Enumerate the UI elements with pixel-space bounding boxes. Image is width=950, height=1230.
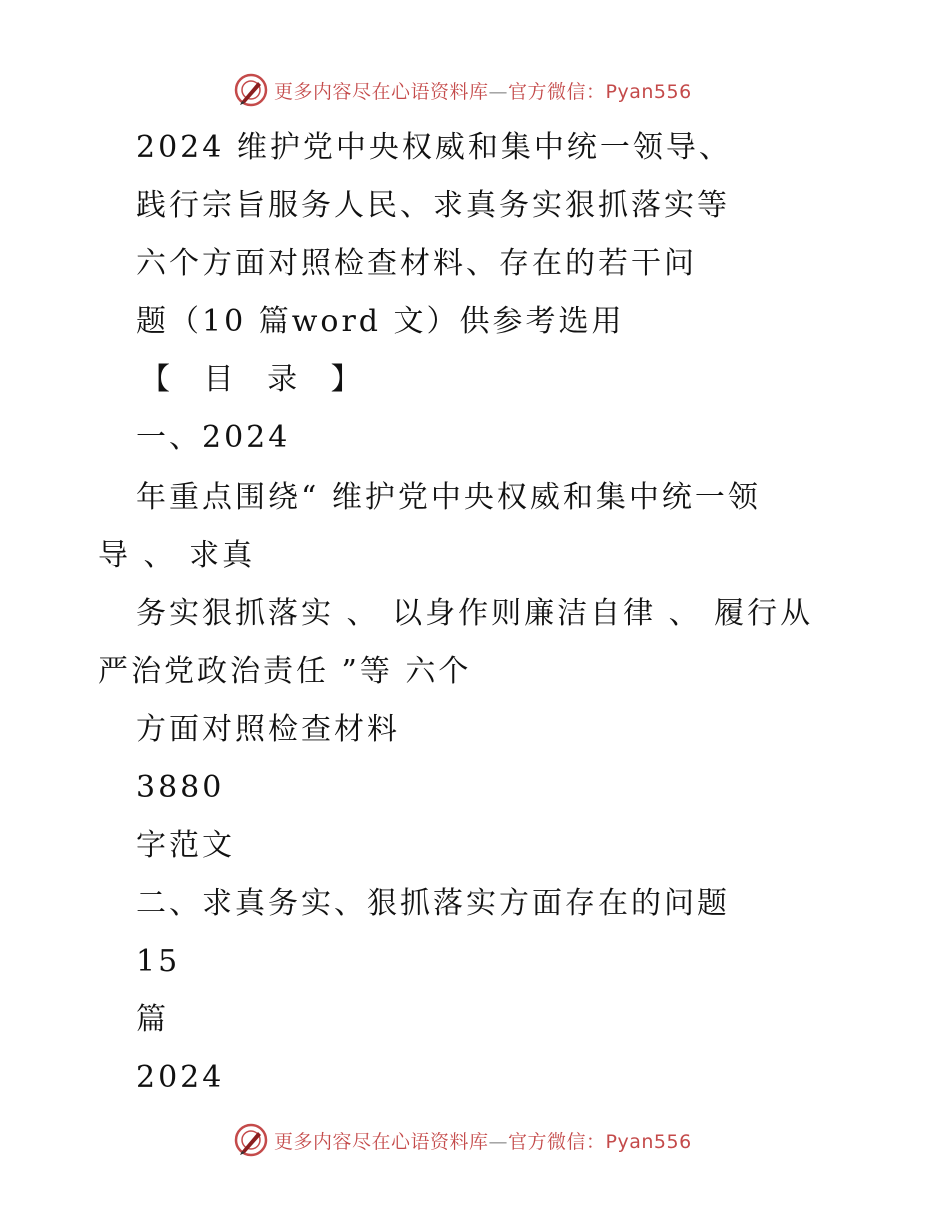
pen-logo-icon: [234, 73, 268, 107]
watermark-separator: —: [488, 80, 509, 103]
watermark-text: [274, 1127, 692, 1154]
watermark-wechat-id: Pyan556: [605, 1130, 692, 1153]
title-line-2: 践行宗旨服务人民、求真务实狠抓落实等: [136, 188, 730, 223]
toc-line: 篇: [136, 1002, 169, 1037]
toc-line: 3880: [136, 770, 225, 805]
watermark-brand: 更多内容尽在心语资料库: [274, 80, 489, 103]
pen-logo-icon: [234, 1123, 268, 1157]
toc-line: 15: [136, 944, 181, 979]
watermark-separator: —: [488, 1130, 509, 1153]
watermark-wechat-label: 官方微信：: [508, 80, 606, 103]
footer-watermark: [234, 1122, 692, 1158]
toc-line: 方面对照检查材料: [136, 712, 400, 747]
header-watermark: [234, 72, 692, 108]
toc-line: 字范文: [136, 828, 235, 863]
toc-heading: 【 目 录 】: [140, 362, 373, 397]
toc-line: 一、2024: [136, 420, 291, 455]
watermark-wechat-label: 官方微信：: [508, 1130, 606, 1153]
toc-line: 年重点围绕“ 维护党中央权威和集中统一领: [136, 480, 761, 515]
title-line-3: 六个方面对照检查材料、存在的若干问: [136, 246, 697, 281]
title-line-4: 题（10 篇word 文）供参考选用: [136, 304, 625, 339]
toc-line: 务实狠抓落实 、 以身作则廉洁自律 、 履行从: [136, 596, 814, 631]
title-line-1: 2024 维护党中央权威和集中统一领导、: [136, 130, 732, 165]
watermark-wechat-id: Pyan556: [605, 80, 692, 103]
toc-line: 严治党政治责任 ”等 六个: [98, 654, 472, 689]
toc-line: 二、求真务实、狠抓落实方面存在的问题: [136, 886, 730, 921]
toc-line: 导 、 求真: [98, 538, 256, 573]
watermark-text: [274, 77, 692, 104]
toc-line: 2024: [136, 1060, 225, 1095]
watermark-brand: 更多内容尽在心语资料库: [274, 1130, 489, 1153]
